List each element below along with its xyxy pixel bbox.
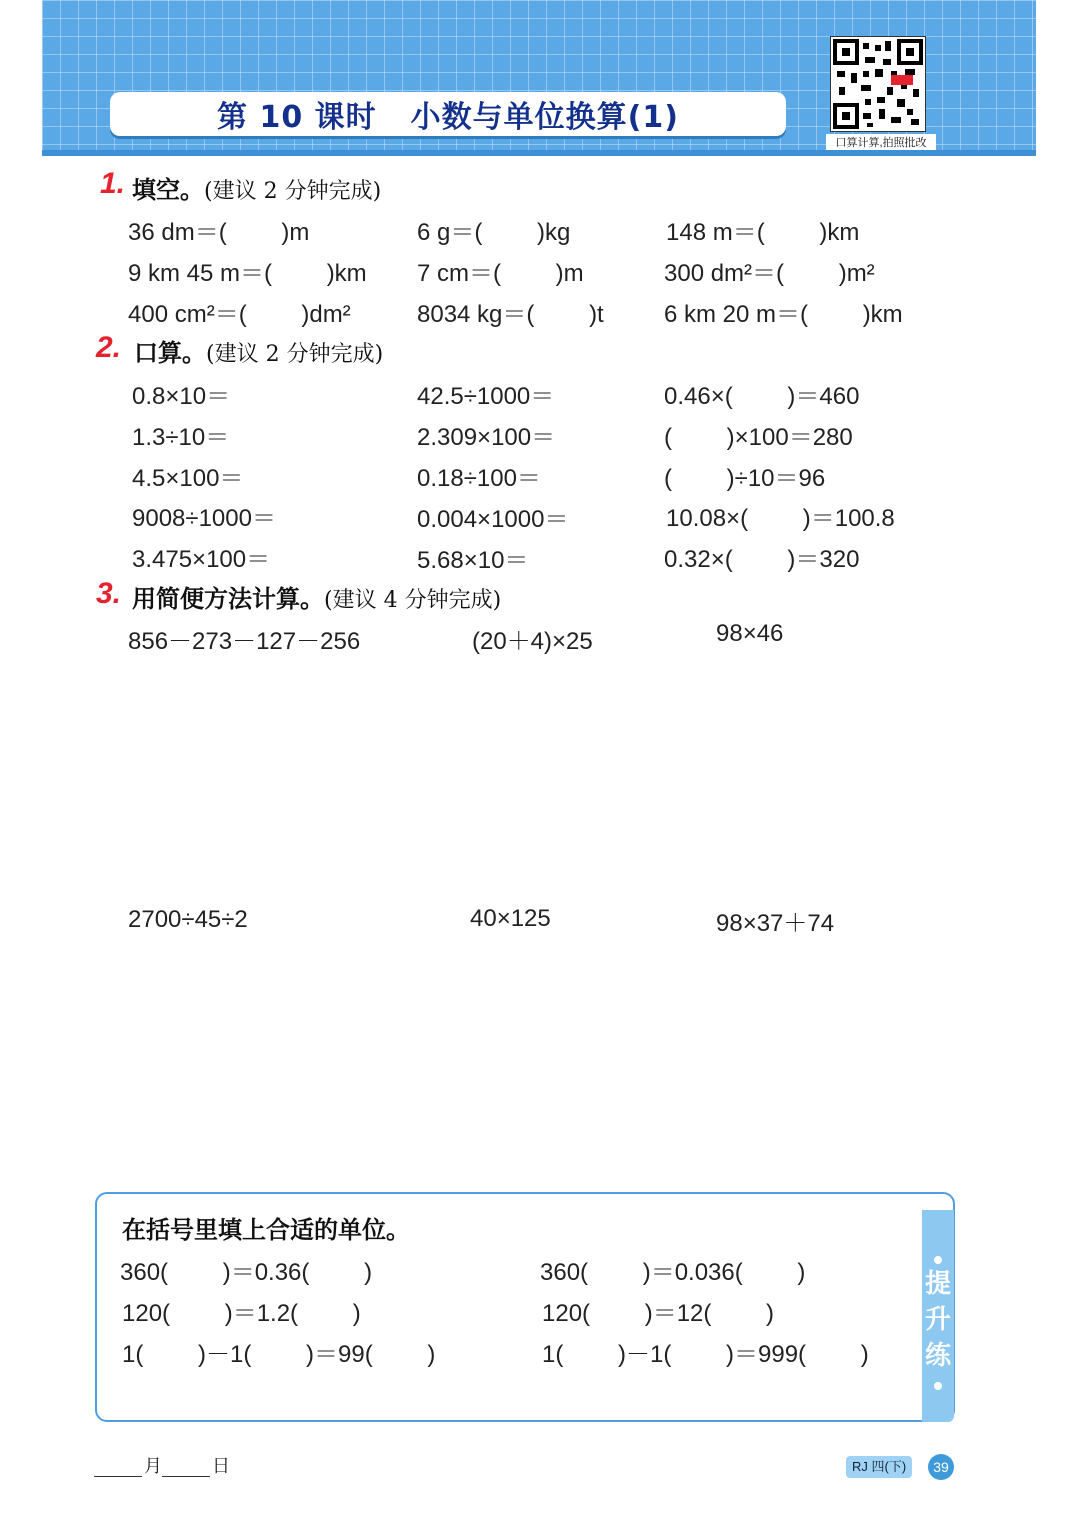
exercise-item: 0.46×( )＝460 xyxy=(664,383,860,410)
edition-badge: RJ 四(下) xyxy=(846,1456,912,1478)
exercise-item: 98×37＋74 xyxy=(716,910,835,937)
exercise-item: 42.5÷1000＝ xyxy=(417,383,555,410)
exercise-item: 7 cm＝( )m xyxy=(417,260,584,287)
qr-caption: 口算计算,拍照批改 xyxy=(826,134,936,150)
day-label: 日 xyxy=(212,1456,230,1477)
section-1-number: 1. xyxy=(100,167,126,200)
section-3-title xyxy=(132,579,501,614)
bonus-item: 120( )＝1.2( ) xyxy=(122,1300,361,1327)
page-title: 小数与单位换算(1) xyxy=(410,100,679,135)
day-blank xyxy=(162,1476,210,1477)
exercise-item: 0.32×( )＝320 xyxy=(664,546,860,573)
dot-icon xyxy=(934,1256,942,1264)
bonus-item: 360( )＝0.036( ) xyxy=(540,1259,806,1286)
page-number: 39 xyxy=(928,1454,954,1480)
section-3-hint: (建议 4 分钟完成) xyxy=(324,588,502,613)
lesson-number: 第 10 课时 xyxy=(217,100,377,135)
bonus-title: 在括号里填上合适的单位。 xyxy=(122,1216,410,1244)
qr-code-icon[interactable] xyxy=(830,36,926,132)
section-2-title xyxy=(134,333,383,368)
exercise-item: 0.8×10＝ xyxy=(132,383,231,410)
exercise-item: 148 m＝( )km xyxy=(666,219,860,246)
exercise-item: 0.004×1000＝ xyxy=(417,506,569,533)
section-3-number: 3. xyxy=(96,577,122,610)
exercise-item: 300 dm²＝( )m² xyxy=(664,260,875,287)
exercise-item: 9 km 45 m＝( )km xyxy=(128,260,367,287)
exercise-item: ( )÷10＝96 xyxy=(664,465,826,492)
section-2-hint: (建议 2 分钟完成) xyxy=(206,342,384,367)
exercise-item: 10.08×( )＝100.8 xyxy=(666,505,895,532)
exercise-item: 1.3÷10＝ xyxy=(132,424,230,451)
bonus-item: 1( )－1( )＝99( ) xyxy=(122,1341,436,1368)
exercise-item: 400 cm²＝( )dm² xyxy=(128,301,351,328)
section-1-title-text: 填空。 xyxy=(132,176,204,204)
exercise-item: 2.309×100＝ xyxy=(417,424,556,451)
section-1-title xyxy=(132,170,381,205)
bonus-item: 120( )＝12( ) xyxy=(542,1300,775,1327)
exercise-item: 40×125 xyxy=(470,905,551,932)
exercise-item: 856－273－127－256 xyxy=(128,628,361,655)
bonus-side-label: 提升练 xyxy=(924,1269,951,1371)
exercise-item: 4.5×100＝ xyxy=(132,465,244,492)
exercise-item: (20＋4)×25 xyxy=(472,628,593,655)
exercise-item: 98×46 xyxy=(716,620,784,647)
exercise-item: 0.18÷100＝ xyxy=(417,465,541,492)
exercise-item: 6 km 20 m＝( )km xyxy=(664,301,903,328)
exercise-item: 3.475×100＝ xyxy=(132,546,271,573)
lesson-title-banner xyxy=(110,92,786,136)
section-2-title-text: 口算。 xyxy=(134,339,206,367)
month-label: 月 xyxy=(144,1456,162,1477)
dot-icon xyxy=(934,1382,942,1390)
month-blank xyxy=(94,1476,142,1477)
exercise-item: 5.68×10＝ xyxy=(417,547,529,574)
exercise-item: 8034 kg＝( )t xyxy=(417,301,604,328)
section-1-hint: (建议 2 分钟完成) xyxy=(204,179,382,204)
section-2-number: 2. xyxy=(96,331,122,364)
bonus-item: 1( )－1( )＝999( ) xyxy=(542,1341,869,1368)
exercise-item: 9008÷1000＝ xyxy=(132,505,276,532)
bonus-item: 360( )＝0.36( ) xyxy=(120,1259,373,1286)
exercise-item: 6 g＝( )kg xyxy=(417,219,571,246)
exercise-item: ( )×100＝280 xyxy=(664,424,853,451)
exercise-item: 2700÷45÷2 xyxy=(128,906,248,933)
section-3-title-text: 用简便方法计算。 xyxy=(132,585,324,613)
exercise-item: 36 dm＝( )m xyxy=(128,219,310,246)
